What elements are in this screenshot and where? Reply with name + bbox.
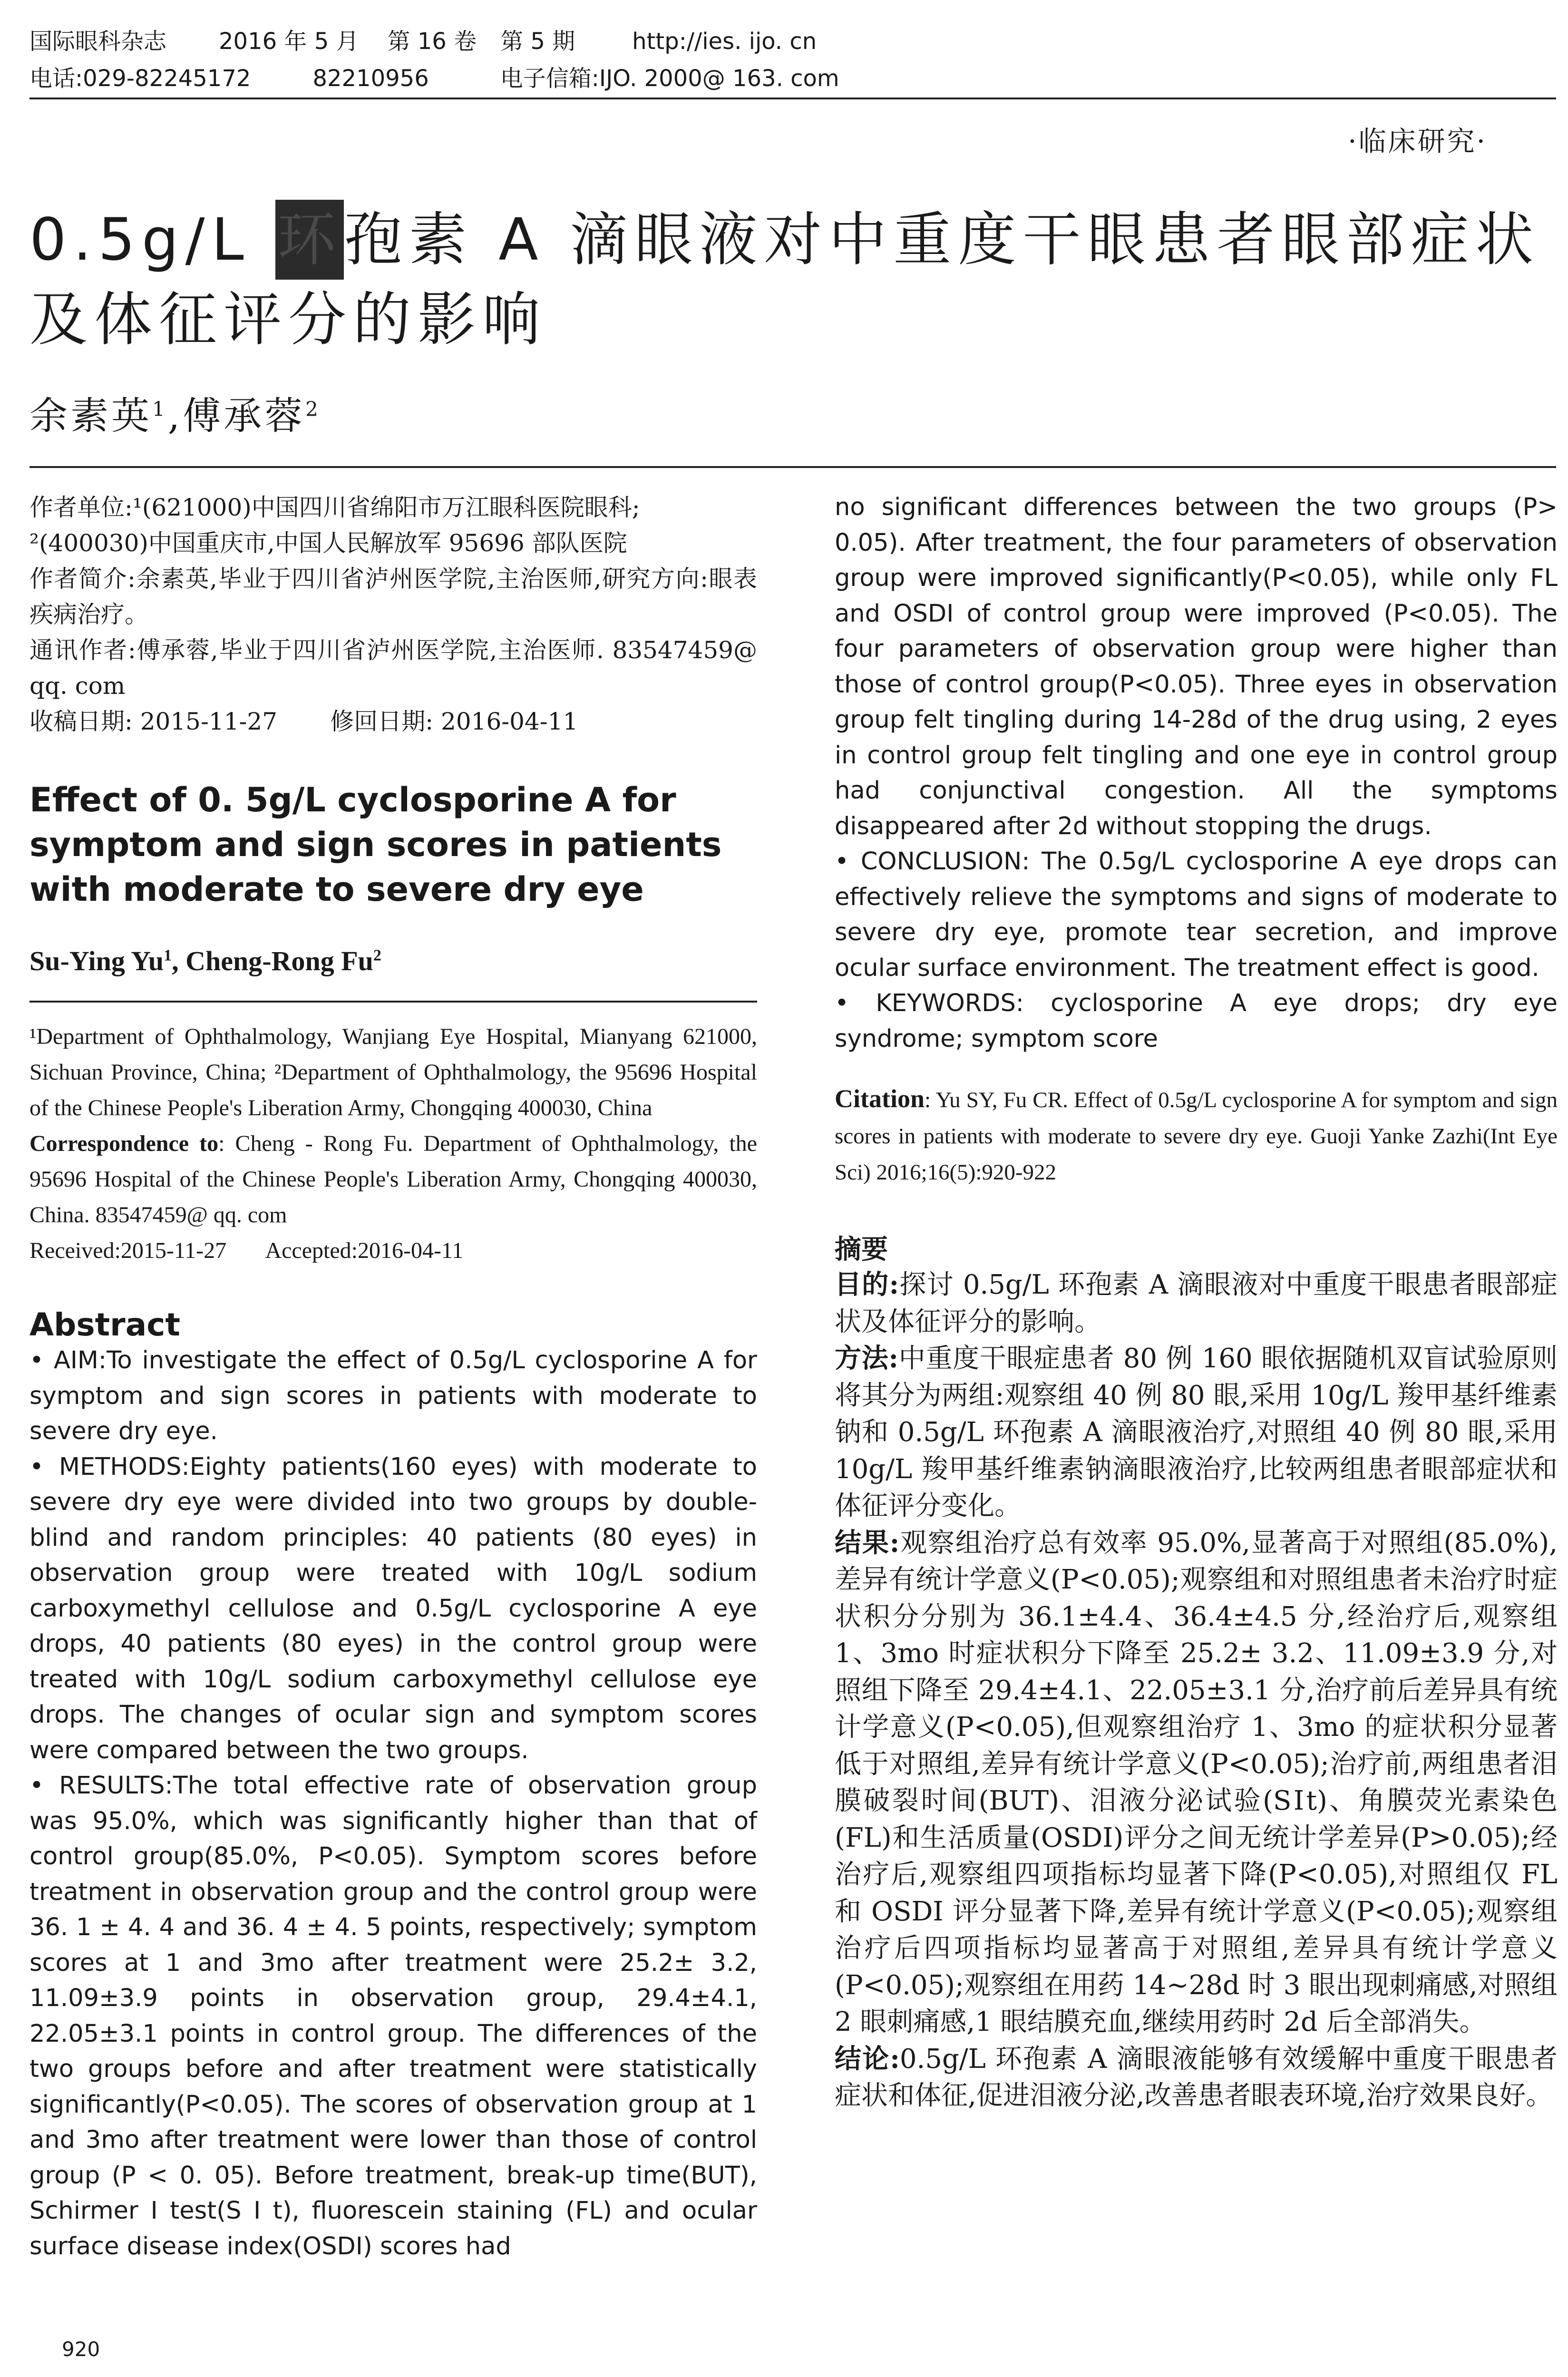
author-1-en-sup: 1: [164, 946, 172, 964]
issue: 第 5 期: [500, 28, 575, 55]
citation-text: : Yu SY, Fu CR. Effect of 0.5g/L cyclosporine A for symptom and sign scores in patients with moderate to severe dry eye. Guoji Yanke Zazhi(Int Eye Sci) 2016;16(5):920-922: [835, 1088, 1558, 1185]
affiliations: [29, 1019, 757, 1268]
cn-text: 0.5g/L 环孢素 A 滴眼液能够有效缓解中重度干眼患者症状和体征,促进泪液分泌,改善患者眼表环境,治疗效果良好。: [835, 2043, 1558, 2111]
title-rest: 孢素 A 滴眼液对中重度干眼患者眼部症状及体征评分的影响: [29, 206, 1540, 353]
phone-2: 82210956: [312, 65, 429, 92]
correspondence: [29, 1126, 757, 1233]
volume: 第 16 卷: [387, 28, 477, 55]
author-2-sup: 2: [305, 397, 321, 421]
header-line-1: [29, 23, 1551, 60]
section-label: ·临床研究·: [1348, 125, 1487, 157]
authors-cn: [29, 385, 321, 440]
author-1-sup: 1: [152, 397, 168, 421]
abstract-heading: Abstract: [29, 1306, 180, 1343]
abstract-continued: [835, 490, 1558, 1057]
cn-info-line: 通讯作者:傅承蓉,毕业于四川省泸州医学院,主治医师. 83547459@ qq. com: [29, 636, 757, 700]
right-column: [835, 490, 1558, 2114]
cn-text: 探讨 0.5g/L 环孢素 A 滴眼液对中重度干眼患者眼部症状及体征评分的影响。: [835, 1269, 1558, 1337]
abstract-keywords: • KEYWORDS: cyclosporine A eye drops; dry eye syndrome; symptom score: [835, 989, 1558, 1053]
authors-divider: [29, 1001, 757, 1003]
header-line-2: [29, 60, 1551, 97]
correspondence-label: Correspondence to: [29, 1131, 219, 1156]
journal-name: 国际眼科杂志: [29, 28, 167, 55]
citation-label: Citation: [835, 1084, 925, 1113]
header-divider: [29, 97, 1556, 99]
email[interactable]: 电子信箱:IJO. 2000@ 163. com: [500, 65, 839, 92]
author-1-en: Su-Ying Yu: [29, 945, 164, 976]
cn-abstract-methods: [835, 1340, 1558, 1525]
authors-en: [29, 945, 757, 977]
english-title: Effect of 0. 5g/L cyclosporine A for symptom and sign scores in patients with moderate to severe dry eye: [29, 780, 722, 909]
author-en-sep: ,: [172, 945, 186, 976]
journal-url[interactable]: http://ies. ijo. cn: [632, 28, 817, 55]
page-number: 920: [62, 2338, 100, 2361]
cn-abstract-heading: 摘要: [835, 1234, 888, 1265]
cn-label: 结论:: [835, 2043, 900, 2075]
cn-abstract-objective: [835, 1266, 1558, 1340]
author-2-en-sup: 2: [373, 946, 381, 964]
title-divider: [29, 466, 1556, 468]
author-2-en: Cheng-Rong Fu: [185, 945, 373, 976]
author-info-cn: [29, 490, 757, 740]
author-sep: ,: [167, 394, 183, 438]
phone: 电话:029-82245172: [29, 65, 251, 92]
received-dates: Received:2015-11-27 Accepted:2016-04-11: [29, 1238, 464, 1263]
cn-label: 方法:: [835, 1343, 899, 1374]
author-1-cn: 余素英: [29, 394, 152, 438]
abstract-body: [29, 1343, 757, 2264]
cn-info-line: ²(400030)中国重庆市,中国人民解放军 95696 部队医院: [29, 529, 627, 557]
journal-header: [29, 23, 1551, 97]
cn-abstract-body: [835, 1266, 1558, 2114]
abstract-results: • RESULTS:The total effective rate of observation group was 95.0%, which was significantly higher than that of control group(85.0%, P<0.05). Symptom scores before treatment in observation group and the control group were 36. 1 ± 4. 4 and 36. 4 ± 4. 5 points, respectively; symptom scores at 1 and 3mo after treatment were 25.2± 3.2, 11.09±3.9 points in observation group, 29.4±4.1, 22.05±3.1 points in control group. The differences of the two groups before and after treatment were statistically significantly(P<0.05). The scores of observation group at 1 and 3mo after treatment were lower than those of control group (P < 0. 05). Before treatment, break-up time(BUT), Schirmer I test(S I t), fluorescein staining (FL) and ocular surface disease index(OSDI) scores had: [29, 1772, 757, 2260]
cn-abstract-results: [835, 1525, 1558, 2041]
cn-info-line: 作者单位:¹(621000)中国四川省绵阳市万江眼科医院眼科;: [29, 494, 640, 521]
abstract-conclusion: • CONCLUSION: The 0.5g/L cyclosporine A eye drops can effectively relieve the symptoms and signs of moderate to severe dry eye, promote tear secretion, and improve ocular surface environment. The treatment effect is good.: [835, 848, 1558, 982]
cn-info-line: 收稿日期: 2015-11-27 修回日期: 2016-04-11: [29, 708, 578, 735]
cn-info-line: 作者简介:余素英,毕业于四川省泸州医学院,主治医师,研究方向:眼表疾病治疗。: [29, 565, 757, 628]
abstract-methods: • METHODS:Eighty patients(160 eyes) with moderate to severe dry eye were divided into two groups by double-blind and random principles: 40 patients (80 eyes) in observation group were treated with 10g/L sodium carboxymethyl cellulose and 0.5g/L cyclosporine A eye drops, 40 patients (80 eyes) in the control group were treated with 10g/L sodium carboxymethyl cellulose eye drops. The changes of ocular sign and symptom scores were compared between the two groups.: [29, 1452, 757, 1764]
issue-date: 2016 年 5 月: [219, 28, 359, 55]
correspondence-text: : Cheng - Rong Fu. Department of Ophthalmology, the 95696 Hospital of the Chinese People's Liberation Army, Chongqing 400030, China. 83547459@ qq. com: [29, 1131, 757, 1227]
title-highlight: 环: [275, 200, 344, 280]
affiliation-text: ¹Department of Ophthalmology, Wanjiang Eye Hospital, Mianyang 621000, Sichuan Province, China; ²Department of Ophthalmology, the 95696 Hospital of the Chinese People's Liberation Army, Chongqing 400030, China: [29, 1024, 757, 1120]
title-prefix: 0.5g/L: [29, 206, 276, 273]
cn-text: 中重度干眼症患者 80 例 160 眼依据随机双盲试验原则将其分为两组:观察组 40 例 80 眼,采用 10g/L 羧甲基纤维素钠和 0.5g/L 环孢素 A 滴眼液治疗,对照组 40 例 80 眼,采用 10g/L 羧甲基纤维素钠滴眼液治疗,比较两组患者眼部症状和体征评分变化。: [835, 1343, 1558, 1521]
citation: [835, 1081, 1558, 1190]
cn-label: 结果:: [835, 1527, 900, 1559]
cn-label: 目的:: [835, 1269, 899, 1300]
author-2-cn: 傅承蓉: [183, 394, 306, 438]
left-column: [29, 490, 757, 2264]
abstract-aim: • AIM:To investigate the effect of 0.5g/L cyclosporine A for symptom and sign scores in patients with moderate to severe dry eye.: [29, 1346, 757, 1445]
article-title: [29, 200, 1566, 360]
cn-text: 观察组治疗总有效率 95.0%,显著高于对照组(85.0%),差异有统计学意义(P<0.05);观察组和对照组患者未治疗时症状积分分别为 36.1±4.4、36.4±4.5 分,经治疗后,观察组 1、3mo 时症状积分下降至 25.2± 3.2、11.09±3.9 分,对照组下降至 29.4±4.1、22.05±3.1 分,治疗前后差异具有统计学意义(P<0.05),但观察组治疗 1、3mo 的症状积分显著低于对照组,差异有统计学意义(P<0.05);治疗前,两组患者泪膜破裂时间(BUT)、泪液分泌试验(SⅠt)、角膜荧光素染色(FL)和生活质量(OSDI)评分之间无统计学差异(P>0.05);经治疗后,观察组四项指标均显著下降(P<0.05),对照组仅 FL 和 OSDI 评分显著下降,差异有统计学意义(P<0.05);观察组治疗后四项指标均显著高于对照组,差异具有统计学意义(P<0.05);观察组在用药 14~28d 时 3 眼出现刺痛感,对照组 2 眼刺痛感,1 眼结膜充血,继续用药时 2d 后全部消失。: [835, 1527, 1558, 2037]
cn-abstract-conclusion: [835, 2041, 1558, 2114]
abstract-results-cont: no significant differences between the two groups (P> 0.05). After treatment, the four parameters of observation group were improved significantly(P<0.05), while only FL and OSDI of control group were improved (P<0.05). The four parameters of observation group were higher than those of control group(P<0.05). Three eyes in observation group felt tingling during 14-28d of the drug using, 2 eyes in control group felt tingling and one eye in control group had conjunctival congestion. All the symptoms disappeared after 2d without stopping the drugs.: [835, 493, 1558, 840]
